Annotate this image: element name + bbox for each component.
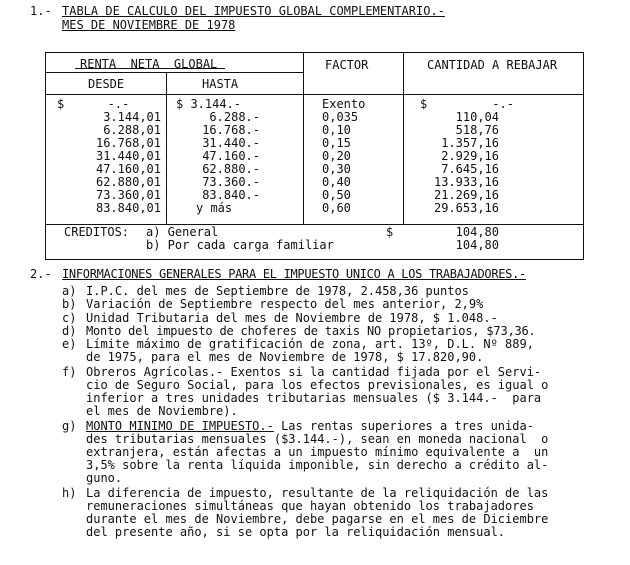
item-g-line: des tributarias mensuales ($3.144.-), sean en moneda nacional o <box>86 432 549 446</box>
table-row-desde: 6.288,01 <box>103 123 161 137</box>
table-row-factor: 0,035 <box>322 110 359 124</box>
section2-title: INFORMACIONES GENERALES PARA EL IMPUESTO UNICO A LOS TRABAJADORES.- <box>62 267 526 281</box>
header-desde: DESDE <box>88 77 125 91</box>
item-h-line: durante el mes de Noviembre, debe pagarse en el mes de Diciembre <box>86 512 549 526</box>
table-row-factor: 0,30 <box>322 162 351 176</box>
item-marker: h) <box>62 486 77 500</box>
item-marker: d) <box>62 324 77 338</box>
table-row-hasta: $ 3.144.- <box>176 97 242 111</box>
table-row-hasta: 73.360.- <box>202 175 260 189</box>
item-e-line: Límite máximo de gratificación de zona, art. 13º, D.L. Nº 889, <box>86 337 534 351</box>
table-row-hasta: 83.840.- <box>202 188 260 202</box>
credit-family-amount: 104,80 <box>455 238 499 252</box>
table-divider-factor <box>303 52 304 224</box>
table-row-factor: 0,60 <box>322 201 351 215</box>
table-row-cantidad: $ -.- <box>420 97 514 111</box>
table-row-desde: 73.360,01 <box>95 188 161 202</box>
section1-title: TABLA DE CALCULO DEL IMPUESTO GLOBAL COMPLEMENTARIO.- <box>62 4 445 18</box>
table-group-rule <box>45 72 303 73</box>
table-row-factor: 0,40 <box>322 175 351 189</box>
table-row-hasta: 47.160.- <box>202 149 260 163</box>
item-d-line: Monto del impuesto de choferes de taxis NO propietarios, $73,36. <box>86 324 536 338</box>
item-f-line: inferior a tres unidades tributarias mensuales ($ 3.144.- para <box>86 391 542 405</box>
item-h-line: La diferencia de impuesto, resultante de la reliquidación de las <box>86 486 549 500</box>
monto-minimo-heading: MONTO MINIMO DE IMPUESTO.- <box>86 419 274 433</box>
table-row-desde: 16.768,01 <box>95 136 161 150</box>
header-hasta: HASTA <box>202 77 239 91</box>
item-b-line: Variación de Septiembre respecto del mes anterior, 2,9% <box>86 297 484 311</box>
table-row-cantidad: 2.929,16 <box>441 149 499 163</box>
table-row-factor: 0,50 <box>322 188 351 202</box>
table-row-hasta: 16.768.- <box>202 123 260 137</box>
item-e-line: de 1975, para el mes de Noviembre de 1978, $ 17.820,90. <box>86 350 484 364</box>
item-g-line: 3,5% sobre la renta líquida imponible, sin derecho a crédito al- <box>86 458 549 472</box>
table-row-cantidad: 110,04 <box>455 110 499 124</box>
table-divider-cantidad <box>403 52 404 224</box>
table-row-hasta: 31.440.- <box>202 136 260 150</box>
item-a-line: I.P.C. del mes de Septiembre de 1978, 2.458,36 puntos <box>86 284 469 298</box>
table-header-rule <box>45 94 583 95</box>
table-row-factor: Exento <box>322 97 366 111</box>
table-row-desde: 3.144,01 <box>103 110 161 124</box>
table-row-cantidad: 21.269,16 <box>433 188 499 202</box>
table-row-cantidad: 29.653,16 <box>433 201 499 215</box>
header-renta-neta-global: RENTA NETA GLOBAL <box>80 57 218 71</box>
table-row-factor: 0,15 <box>322 136 351 150</box>
table-row-hasta: y más <box>196 201 233 215</box>
item-marker: c) <box>62 311 77 325</box>
table-row-hasta: 6.288.- <box>209 110 260 124</box>
item-f-line: el mes de Noviembre). <box>86 404 238 418</box>
credit-family-label: b) Por cada carga familiar <box>146 238 334 252</box>
table-row-desde: 31.440,01 <box>95 149 161 163</box>
item-h-line: remuneraciones simultáneas que hayan obtenido los trabajadores <box>86 499 534 513</box>
header-factor: FACTOR <box>325 58 369 72</box>
credit-general-label: a) General <box>146 225 219 239</box>
credit-general-currency: $ <box>386 225 394 239</box>
table-row-cantidad: 1.357,16 <box>441 136 499 150</box>
table-row-desde: $ -.- <box>57 97 130 111</box>
item-g-text: Las rentas superiores a tres unida- <box>273 419 534 433</box>
item-f-line: cio de Seguro Social, para los efectos previsionales, es igual o <box>86 378 549 392</box>
table-row-desde: 62.880,01 <box>95 175 161 189</box>
item-marker: a) <box>62 284 77 298</box>
item-marker: e) <box>62 337 77 351</box>
item-marker: g) <box>62 419 77 433</box>
table-row-cantidad: 13.933,16 <box>433 175 499 189</box>
table-row-cantidad: 518,76 <box>455 123 499 137</box>
item-g-line: guno. <box>86 471 123 485</box>
table-row-factor: 0,20 <box>322 149 351 163</box>
table-row-desde: 47.160,01 <box>95 162 161 176</box>
item-c-line: Unidad Tributaria del mes de Noviembre de 1978, $ 1.048.- <box>86 311 498 325</box>
credit-general-amount: 104,80 <box>455 225 499 239</box>
item-f-line: Obreros Agrícolas.- Exentos si la cantidad fijada por el Servi- <box>86 365 542 379</box>
item-marker: b) <box>62 297 77 311</box>
section2-number: 2.- <box>30 267 52 281</box>
table-row-factor: 0,10 <box>322 123 351 137</box>
item-h-line: del presente año, si se opta por la reliquidación mensual. <box>86 525 506 539</box>
credits-label: CREDITOS: <box>64 225 130 239</box>
header-cantidad-a-rebajar: CANTIDAD A REBAJAR <box>427 58 558 72</box>
item-marker: f) <box>62 365 77 379</box>
table-row-hasta: 62.880.- <box>202 162 260 176</box>
section1-subtitle: MES DE NOVIEMBRE DE 1978 <box>62 18 236 32</box>
table-row-desde: 83.840,01 <box>95 201 161 215</box>
item-g-line: extranjera, están afectas a un impuesto mínimo equivalente a un <box>86 445 549 459</box>
table-row-cantidad: 7.645,16 <box>441 162 499 176</box>
section1-number: 1.- <box>30 4 52 18</box>
